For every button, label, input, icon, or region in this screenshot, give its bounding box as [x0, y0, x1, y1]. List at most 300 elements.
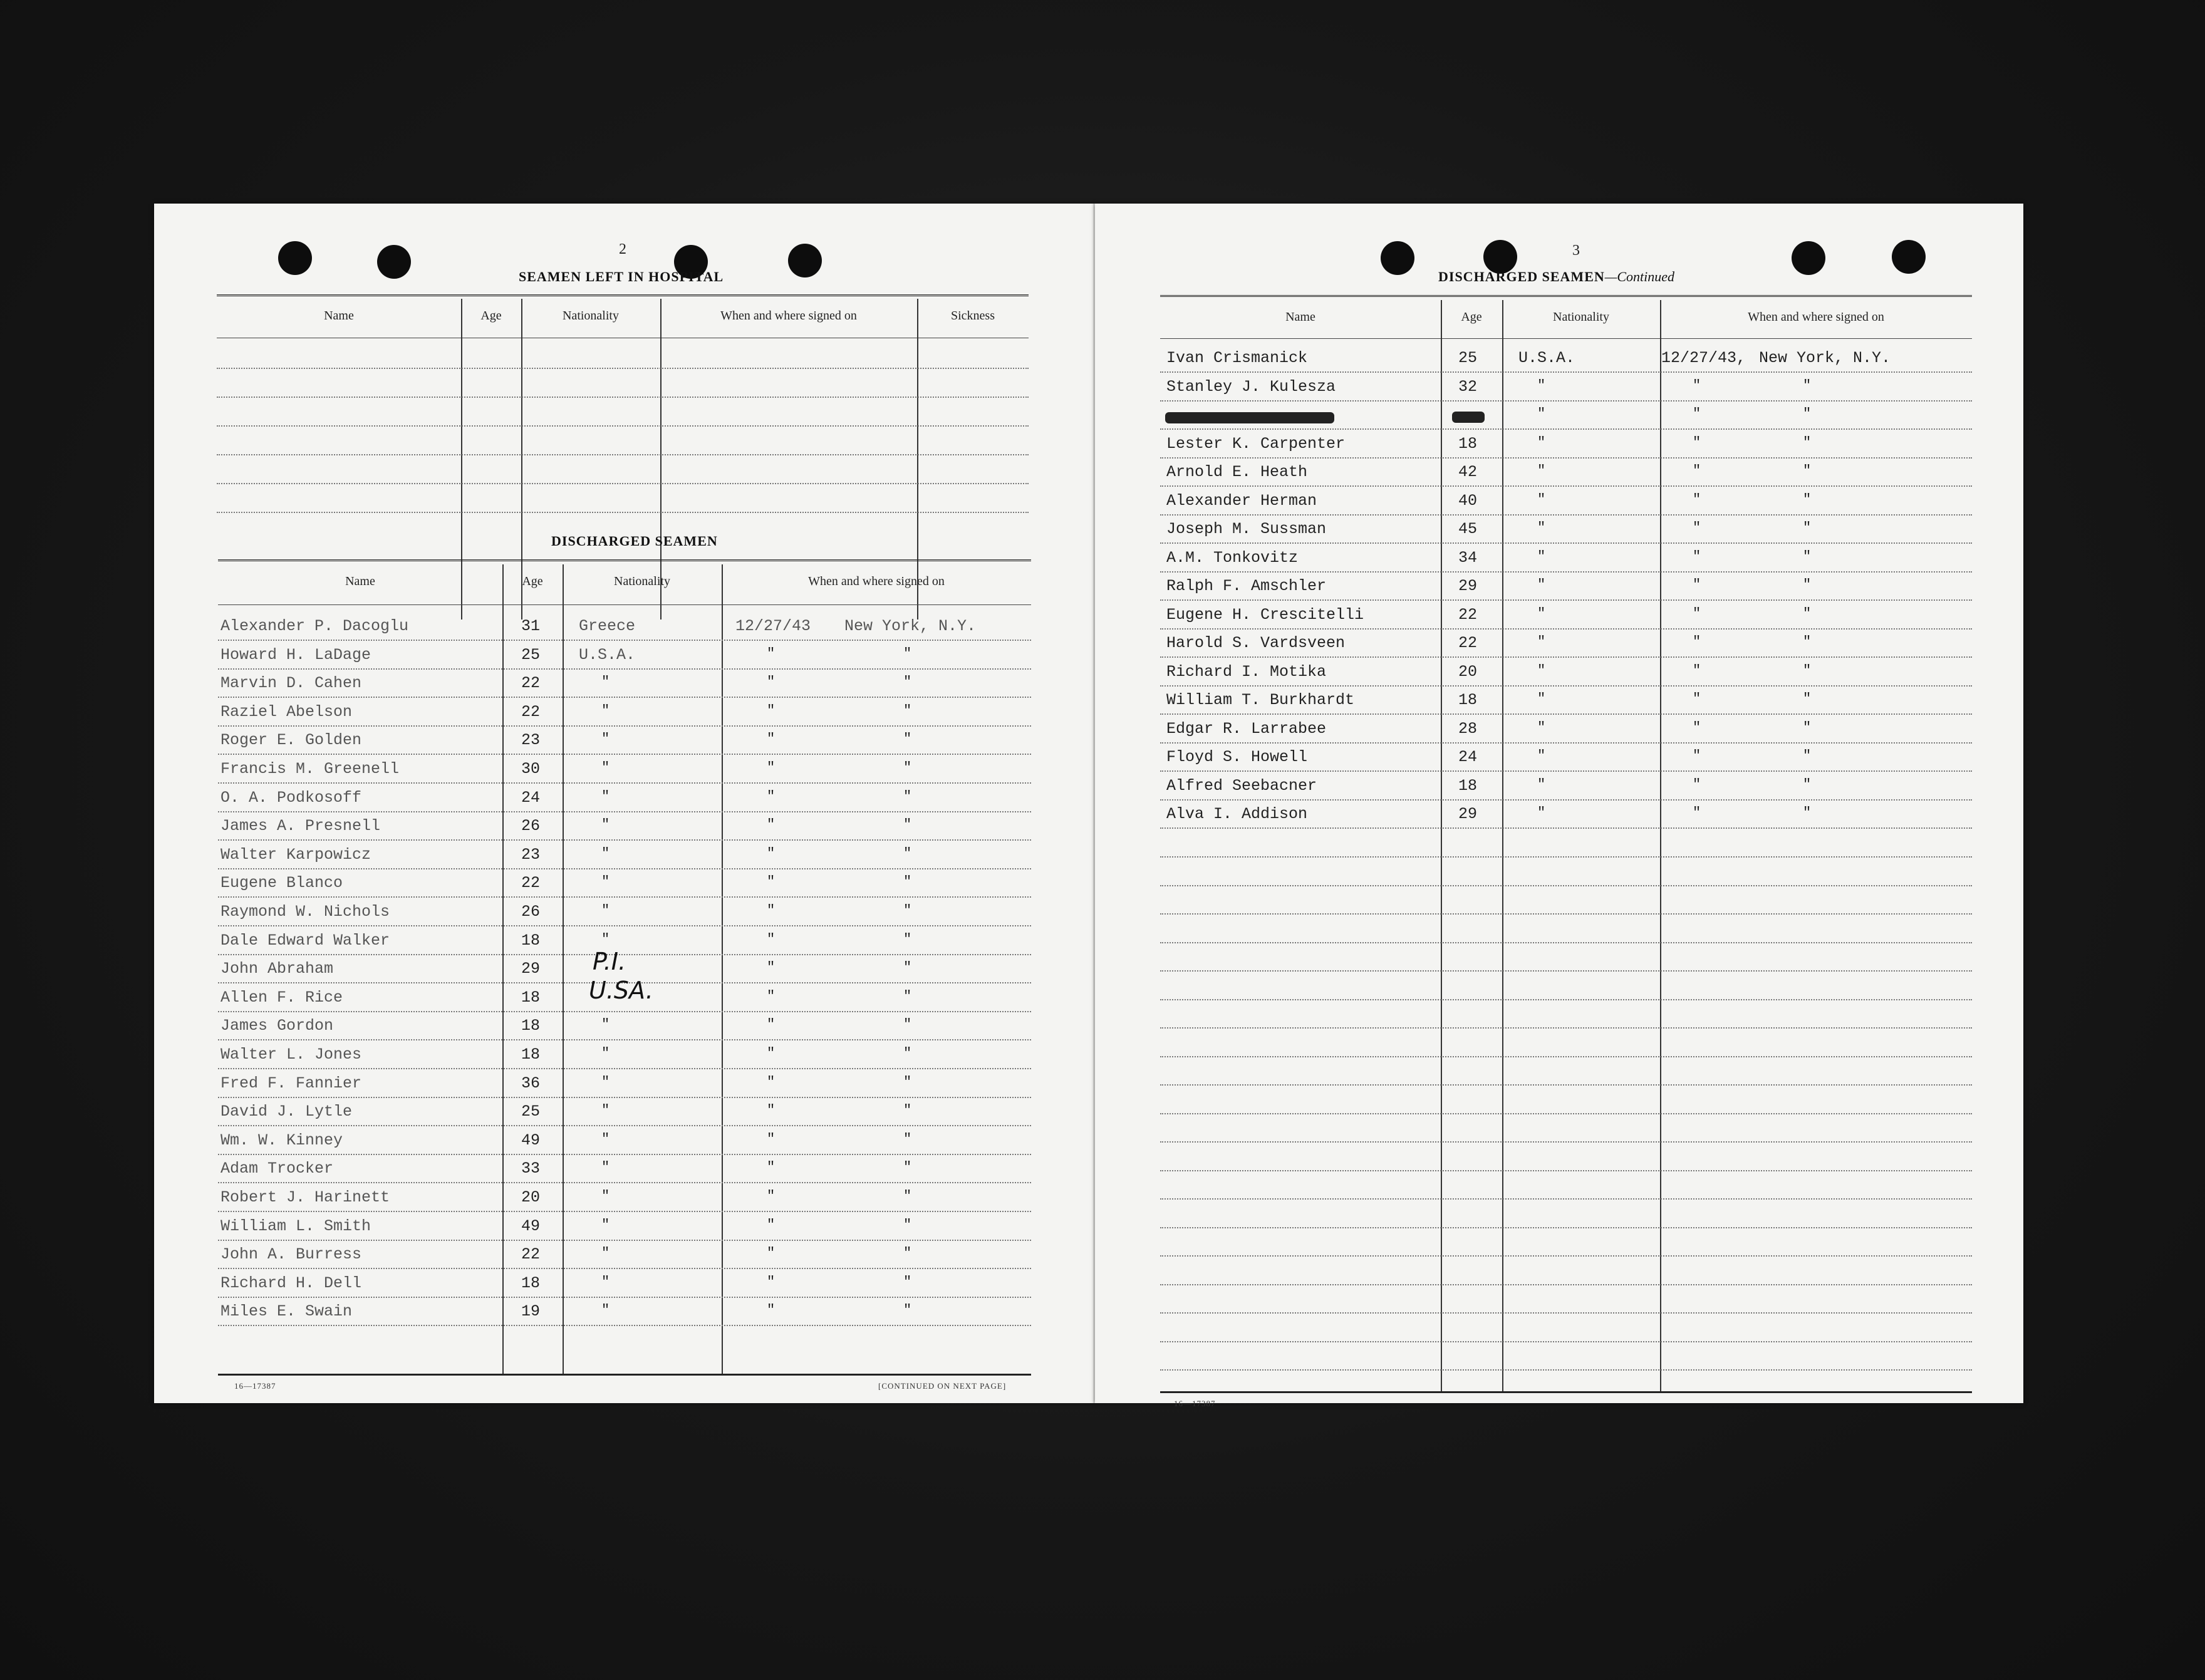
seaman-signed-place: "	[903, 789, 912, 804]
seaman-nationality: "	[601, 703, 610, 718]
seaman-signed-place: "	[1803, 577, 1812, 593]
row-rule	[1160, 1141, 1972, 1143]
seaman-signed-date: "	[1693, 748, 1701, 764]
seaman-signed-place: "	[1803, 663, 1812, 678]
row-rule	[218, 668, 1031, 670]
seaman-signed-place: "	[903, 1102, 912, 1118]
seaman-age: 32	[1458, 378, 1478, 396]
seaman-age: 19	[521, 1302, 541, 1320]
seaman-signed-date: "	[767, 703, 776, 718]
punch-hole	[1892, 240, 1926, 274]
seaman-signed-place: "	[903, 1274, 912, 1290]
row-rule	[1160, 713, 1972, 715]
seaman-signed-place: "	[1803, 748, 1812, 764]
row-rule	[1160, 1312, 1972, 1314]
seaman-nationality: "	[601, 1245, 610, 1261]
seaman-age: 24	[521, 789, 541, 807]
seaman-name: James Gordon	[220, 1017, 334, 1035]
discharged-header-nationality: Nationality	[614, 574, 670, 588]
seaman-nationality: "	[1537, 463, 1546, 479]
seaman-age: 29	[1458, 577, 1478, 595]
seaman-name: David J. Lytle	[220, 1102, 353, 1121]
seaman-age: 20	[1458, 663, 1478, 681]
seaman-age: 18	[1458, 691, 1478, 709]
continued-note: [CONTINUED ON NEXT PAGE]	[878, 1381, 1007, 1391]
seaman-signed-date: "	[767, 731, 776, 747]
hospital-header-nationality: Nationality	[563, 309, 619, 323]
seaman-age: 42	[1458, 463, 1478, 481]
seaman-name: Alexander P. Dacoglu	[220, 617, 409, 635]
row-rule	[1160, 599, 1972, 601]
handwritten-annotation: P.I.	[593, 948, 626, 975]
seaman-age: 31	[521, 617, 541, 635]
seaman-signed-date: "	[767, 960, 776, 975]
seaman-age: 18	[521, 988, 541, 1007]
seaman-name: Walter L. Jones	[220, 1045, 362, 1064]
hospital-header-signed: When and where signed on	[720, 309, 857, 323]
seaman-age: 23	[521, 846, 541, 864]
row-rule	[1160, 770, 1972, 772]
seaman-signed-date: "	[767, 789, 776, 804]
seaman-nationality: "	[601, 1074, 610, 1090]
seaman-signed-date: "	[767, 1274, 776, 1290]
row-rule	[1160, 428, 1972, 430]
seaman-nationality: "	[601, 931, 610, 947]
seaman-signed-date: "	[1693, 606, 1701, 621]
seaman-name: Adam Trocker	[220, 1159, 334, 1178]
row-rule	[1160, 1198, 1972, 1200]
seaman-name: Howard H. LaDage	[220, 646, 371, 664]
seaman-age: 24	[1458, 748, 1478, 766]
seaman-signed-date: "	[767, 1188, 776, 1204]
seaman-nationality: "	[601, 903, 610, 918]
seaman-signed-place: "	[903, 988, 912, 1004]
seaman-signed-date: "	[767, 1074, 776, 1090]
seaman-signed-date: "	[1693, 406, 1701, 422]
seaman-signed-date: "	[767, 1017, 776, 1032]
seaman-name: William L. Smith	[220, 1217, 371, 1235]
seaman-signed-date: "	[767, 1131, 776, 1147]
seaman-signed-place: "	[1803, 378, 1812, 393]
seaman-signed-place: "	[1803, 463, 1812, 479]
row-rule	[1160, 742, 1972, 744]
seaman-signed-place: "	[903, 1131, 912, 1147]
struck-out-age	[1452, 412, 1485, 423]
punch-hole	[278, 241, 312, 275]
struck-out-name	[1165, 412, 1334, 423]
seaman-nationality: "	[1537, 492, 1546, 507]
seaman-age: 25	[1458, 349, 1478, 367]
row-rule	[1160, 1369, 1972, 1371]
row-rule	[218, 725, 1031, 727]
seaman-signed-place: "	[1803, 520, 1812, 536]
seaman-signed-place: "	[1803, 406, 1812, 422]
discharged-section-title: DISCHARGED SEAMEN	[551, 533, 718, 549]
seaman-name: Robert J. Harinett	[220, 1188, 390, 1206]
seaman-nationality: "	[601, 1188, 610, 1204]
row-rule	[1160, 628, 1972, 630]
continued-header-age: Age	[1461, 310, 1482, 324]
seaman-nationality: "	[1537, 634, 1546, 650]
row-rule	[218, 811, 1031, 812]
seaman-age: 33	[521, 1159, 541, 1178]
seaman-name: Raymond W. Nichols	[220, 903, 390, 921]
seaman-name: Stanley J. Kulesza	[1166, 378, 1336, 396]
row-rule	[1160, 799, 1972, 801]
seaman-signed-place: "	[903, 874, 912, 889]
seaman-signed-place: "	[1803, 435, 1812, 450]
seaman-name: Richard H. Dell	[220, 1274, 362, 1292]
seaman-name: Dale Edward Walker	[220, 931, 390, 950]
seaman-name: James A. Presnell	[220, 817, 381, 835]
seaman-signed-date: "	[767, 1102, 776, 1118]
seaman-signed-date: "	[1693, 691, 1701, 707]
seaman-name: Ralph F. Amschler	[1166, 577, 1327, 595]
seaman-nationality: "	[601, 817, 610, 832]
seaman-age: 23	[521, 731, 541, 749]
seaman-signed-date: "	[1693, 520, 1701, 536]
seaman-signed-place: "	[903, 1017, 912, 1032]
seaman-age: 18	[521, 1274, 541, 1292]
row-rule	[1160, 1056, 1972, 1057]
seaman-signed-place: "	[903, 1045, 912, 1061]
seaman-age: 49	[521, 1131, 541, 1149]
seaman-signed-place: "	[903, 1188, 912, 1204]
row-rule	[218, 1240, 1031, 1241]
row-rule	[1160, 371, 1972, 373]
seaman-signed-place: "	[903, 1159, 912, 1175]
seaman-signed-place: "	[1803, 549, 1812, 564]
row-rule	[1160, 913, 1972, 915]
punch-hole	[377, 245, 411, 279]
row-rule	[1160, 1341, 1972, 1342]
seaman-signed-place: "	[903, 1217, 912, 1233]
seaman-signed-date: "	[767, 874, 776, 889]
seaman-nationality: "	[1537, 606, 1546, 621]
row-rule	[1160, 1113, 1972, 1114]
right-title-main: DISCHARGED SEAMEN	[1438, 269, 1605, 284]
seaman-age: 36	[521, 1074, 541, 1092]
row-rule	[1160, 856, 1972, 858]
seaman-nationality: "	[601, 1274, 610, 1290]
row-rule	[218, 868, 1031, 869]
seaman-signed-date: "	[1693, 492, 1701, 507]
row-rule	[1160, 942, 1972, 943]
right-section-title	[1438, 269, 1674, 285]
seaman-signed-date: "	[1693, 777, 1701, 792]
seaman-signed-place: "	[903, 960, 912, 975]
seaman-name: Lester K. Carpenter	[1166, 435, 1346, 453]
seaman-signed-date: "	[767, 646, 776, 661]
hospital-header-name: Name	[324, 309, 354, 323]
seaman-signed-place: "	[903, 1074, 912, 1090]
seaman-signed-date: "	[767, 817, 776, 832]
row-rule	[1160, 827, 1972, 829]
row-rule	[1160, 885, 1972, 886]
seaman-signed-date: "	[767, 674, 776, 690]
discharged-header-signed: When and where signed on	[808, 574, 945, 588]
seaman-age: 22	[521, 874, 541, 892]
seaman-signed-date: "	[1693, 634, 1701, 650]
seaman-signed-date: "	[767, 846, 776, 861]
seaman-name: Ivan Crismanick	[1166, 349, 1308, 367]
row-rule	[1160, 1084, 1972, 1086]
seaman-signed-place: "	[1803, 805, 1812, 821]
row-rule	[218, 1211, 1031, 1212]
seaman-age: 18	[521, 931, 541, 950]
seaman-age: 22	[521, 703, 541, 721]
seaman-signed-place: "	[1803, 634, 1812, 650]
seaman-name: Marvin D. Cahen	[220, 674, 362, 692]
seaman-nationality: "	[1537, 435, 1546, 450]
row-rule	[218, 1154, 1031, 1155]
seaman-signed-date: 12/27/43,	[1661, 349, 1746, 367]
seaman-signed-place: "	[903, 1245, 912, 1261]
row-rule	[1160, 685, 1972, 687]
seaman-nationality: "	[601, 760, 610, 775]
seaman-nationality: "	[1537, 691, 1546, 707]
seaman-nationality: "	[601, 1131, 610, 1147]
left-page	[154, 204, 1095, 1403]
row-rule	[218, 925, 1031, 926]
row-rule	[1160, 970, 1972, 972]
seaman-nationality: "	[1537, 748, 1546, 764]
row-rule	[218, 754, 1031, 755]
row-rule	[1160, 485, 1972, 487]
seaman-nationality: "	[601, 1045, 610, 1061]
row-rule	[218, 839, 1031, 841]
seaman-nationality: "	[601, 1159, 610, 1175]
seaman-age: 26	[521, 817, 541, 835]
seaman-signed-date: "	[1693, 663, 1701, 678]
seaman-nationality: "	[1537, 520, 1546, 536]
seaman-nationality: "	[1537, 406, 1546, 422]
seaman-name: Floyd S. Howell	[1166, 748, 1308, 766]
seaman-signed-place: "	[903, 703, 912, 718]
seaman-name: Harold S. Vardsveen	[1166, 634, 1346, 652]
seaman-signed-date: "	[1693, 720, 1701, 735]
discharged-header-name: Name	[345, 574, 375, 588]
row-rule	[218, 1182, 1031, 1183]
seaman-name: Miles E. Swain	[220, 1302, 353, 1320]
seaman-signed-place: "	[903, 817, 912, 832]
right-page	[1095, 204, 2023, 1408]
row-rule	[218, 1325, 1031, 1326]
seaman-nationality: "	[1537, 720, 1546, 735]
seaman-name: Eugene H. Crescitelli	[1166, 606, 1364, 624]
seaman-signed-date: "	[1693, 378, 1701, 393]
seaman-age: 49	[521, 1217, 541, 1235]
seaman-name: Alva I. Addison	[1166, 805, 1308, 823]
seaman-age: 18	[521, 1017, 541, 1035]
row-rule	[1160, 999, 1972, 1000]
row-rule	[218, 1297, 1031, 1298]
row-rule	[1160, 571, 1972, 573]
seaman-age: 22	[1458, 634, 1478, 652]
seaman-age: 34	[1458, 549, 1478, 567]
punch-hole	[788, 244, 822, 277]
seaman-nationality: "	[601, 1302, 610, 1318]
row-rule	[218, 640, 1031, 641]
row-rule	[1160, 542, 1972, 544]
seaman-name: O. A. Podkosoff	[220, 789, 362, 807]
seaman-name: Alfred Seebacner	[1166, 777, 1317, 795]
seaman-name: Arnold E. Heath	[1166, 463, 1308, 481]
seaman-signed-date: "	[767, 903, 776, 918]
seaman-nationality: "	[601, 674, 610, 690]
seaman-nationality: "	[1537, 549, 1546, 564]
continued-header-signed: When and where signed on	[1748, 310, 1884, 324]
seaman-name: Allen F. Rice	[220, 988, 343, 1007]
seaman-signed-place: "	[903, 760, 912, 775]
seaman-age: 29	[1458, 805, 1478, 823]
seaman-age: 25	[521, 1102, 541, 1121]
seaman-signed-date: "	[767, 1045, 776, 1061]
seaman-name: Joseph M. Sussman	[1166, 520, 1327, 538]
row-rule	[1160, 400, 1972, 402]
seaman-signed-date: "	[767, 988, 776, 1004]
seaman-signed-place: "	[903, 731, 912, 747]
seaman-signed-date: "	[767, 1302, 776, 1318]
continued-header-name: Name	[1285, 310, 1315, 324]
row-rule	[218, 782, 1031, 784]
punch-hole	[1792, 241, 1825, 275]
seaman-nationality: "	[1537, 663, 1546, 678]
seaman-signed-date: "	[767, 1159, 776, 1175]
seaman-signed-place: "	[903, 846, 912, 861]
seaman-signed-date: "	[1693, 435, 1701, 450]
row-rule	[1160, 1255, 1972, 1257]
seaman-name: Wm. W. Kinney	[220, 1131, 343, 1149]
seaman-signed-place: New York, N.Y.	[844, 617, 977, 635]
seaman-age: 40	[1458, 492, 1478, 510]
seaman-nationality: Greece	[579, 617, 636, 635]
page-number: 3	[1572, 242, 1580, 259]
seaman-nationality: "	[601, 731, 610, 747]
seaman-age: 18	[1458, 435, 1478, 453]
seaman-nationality: U.S.A.	[1518, 349, 1575, 367]
seaman-age: 20	[521, 1188, 541, 1206]
seaman-age: 18	[1458, 777, 1478, 795]
seaman-name: John A. Burress	[220, 1245, 362, 1263]
seaman-age: 29	[521, 960, 541, 978]
seaman-signed-place: "	[903, 674, 912, 690]
hospital-header-sickness: Sickness	[951, 309, 995, 323]
seaman-name: Richard I. Motika	[1166, 663, 1327, 681]
seaman-nationality: "	[1537, 378, 1546, 393]
seaman-signed-place: "	[1803, 691, 1812, 707]
seaman-nationality: "	[1537, 577, 1546, 593]
seaman-nationality: "	[1537, 805, 1546, 821]
seaman-name: Francis M. Greenell	[220, 760, 400, 778]
seaman-signed-place: "	[903, 646, 912, 661]
seaman-nationality: "	[601, 846, 610, 861]
seaman-signed-date: "	[767, 760, 776, 775]
row-rule	[218, 1125, 1031, 1126]
seaman-name: Alexander Herman	[1166, 492, 1317, 510]
seaman-signed-place: "	[903, 903, 912, 918]
seaman-signed-place: "	[1803, 777, 1812, 792]
row-rule	[218, 1268, 1031, 1269]
seaman-name: John Abraham	[220, 960, 334, 978]
row-rule	[218, 1097, 1031, 1098]
row-rule	[1160, 514, 1972, 516]
row-rule	[1160, 1227, 1972, 1228]
seaman-signed-place: "	[1803, 606, 1812, 621]
row-rule	[1160, 457, 1972, 459]
seaman-nationality: "	[601, 789, 610, 804]
seaman-name: Fred F. Fannier	[220, 1074, 362, 1092]
form-number: 16—17387	[234, 1381, 276, 1391]
seaman-age: 22	[521, 1245, 541, 1263]
seaman-age: 25	[521, 646, 541, 664]
seaman-signed-date: "	[767, 1245, 776, 1261]
row-rule	[1160, 656, 1972, 658]
seaman-name: William T. Burkhardt	[1166, 691, 1355, 709]
seaman-signed-date: "	[1693, 549, 1701, 564]
right-title-suffix: —Continued	[1604, 269, 1674, 284]
seaman-nationality: "	[601, 1102, 610, 1118]
seaman-name: Raziel Abelson	[220, 703, 353, 721]
seaman-age: 45	[1458, 520, 1478, 538]
form-number: 16—17387	[1174, 1399, 1216, 1408]
punch-hole	[1381, 241, 1414, 275]
seaman-age: 30	[521, 760, 541, 778]
seaman-name: Walter Karpowicz	[220, 846, 371, 864]
seaman-signed-place: "	[1803, 492, 1812, 507]
seaman-signed-date: "	[767, 931, 776, 947]
row-rule	[1160, 1284, 1972, 1285]
hospital-section-title: SEAMEN LEFT IN HOSPITAL	[519, 269, 724, 284]
seaman-name: Roger E. Golden	[220, 731, 362, 749]
row-rule	[218, 1011, 1031, 1012]
seaman-signed-place: "	[1803, 720, 1812, 735]
seaman-name: Eugene Blanco	[220, 874, 343, 892]
seaman-age: 18	[521, 1045, 541, 1064]
row-rule	[218, 896, 1031, 898]
seaman-signed-place: New York, N.Y.	[1759, 349, 1891, 367]
continued-header-nationality: Nationality	[1553, 310, 1609, 324]
row-rule	[218, 1039, 1031, 1040]
seaman-nationality: "	[601, 1217, 610, 1233]
seaman-age: 28	[1458, 720, 1478, 738]
seaman-age: 22	[521, 674, 541, 692]
seaman-nationality: "	[601, 874, 610, 889]
seaman-name: Edgar R. Larrabee	[1166, 720, 1327, 738]
seaman-signed-date: "	[1693, 805, 1701, 821]
hospital-header-age: Age	[480, 309, 502, 323]
row-rule	[218, 697, 1031, 698]
row-rule	[1160, 1170, 1972, 1171]
seaman-age: 26	[521, 903, 541, 921]
handwritten-annotation: U.SA.	[589, 977, 653, 1004]
seaman-signed-place: "	[903, 931, 912, 947]
seaman-signed-date: "	[1693, 577, 1701, 593]
seaman-name: A.M. Tonkovitz	[1166, 549, 1299, 567]
seaman-signed-date: "	[1693, 463, 1701, 479]
seaman-age: 22	[1458, 606, 1478, 624]
row-rule	[1160, 1027, 1972, 1029]
discharged-header-age: Age	[522, 574, 543, 588]
seaman-nationality: U.S.A.	[579, 646, 636, 664]
seaman-signed-date: "	[767, 1217, 776, 1233]
seaman-nationality: "	[601, 1017, 610, 1032]
seaman-signed-date: 12/27/43	[735, 617, 811, 635]
seaman-nationality: "	[1537, 777, 1546, 792]
seaman-signed-place: "	[903, 1302, 912, 1318]
page-number: 2	[619, 241, 626, 257]
row-rule	[218, 1068, 1031, 1069]
